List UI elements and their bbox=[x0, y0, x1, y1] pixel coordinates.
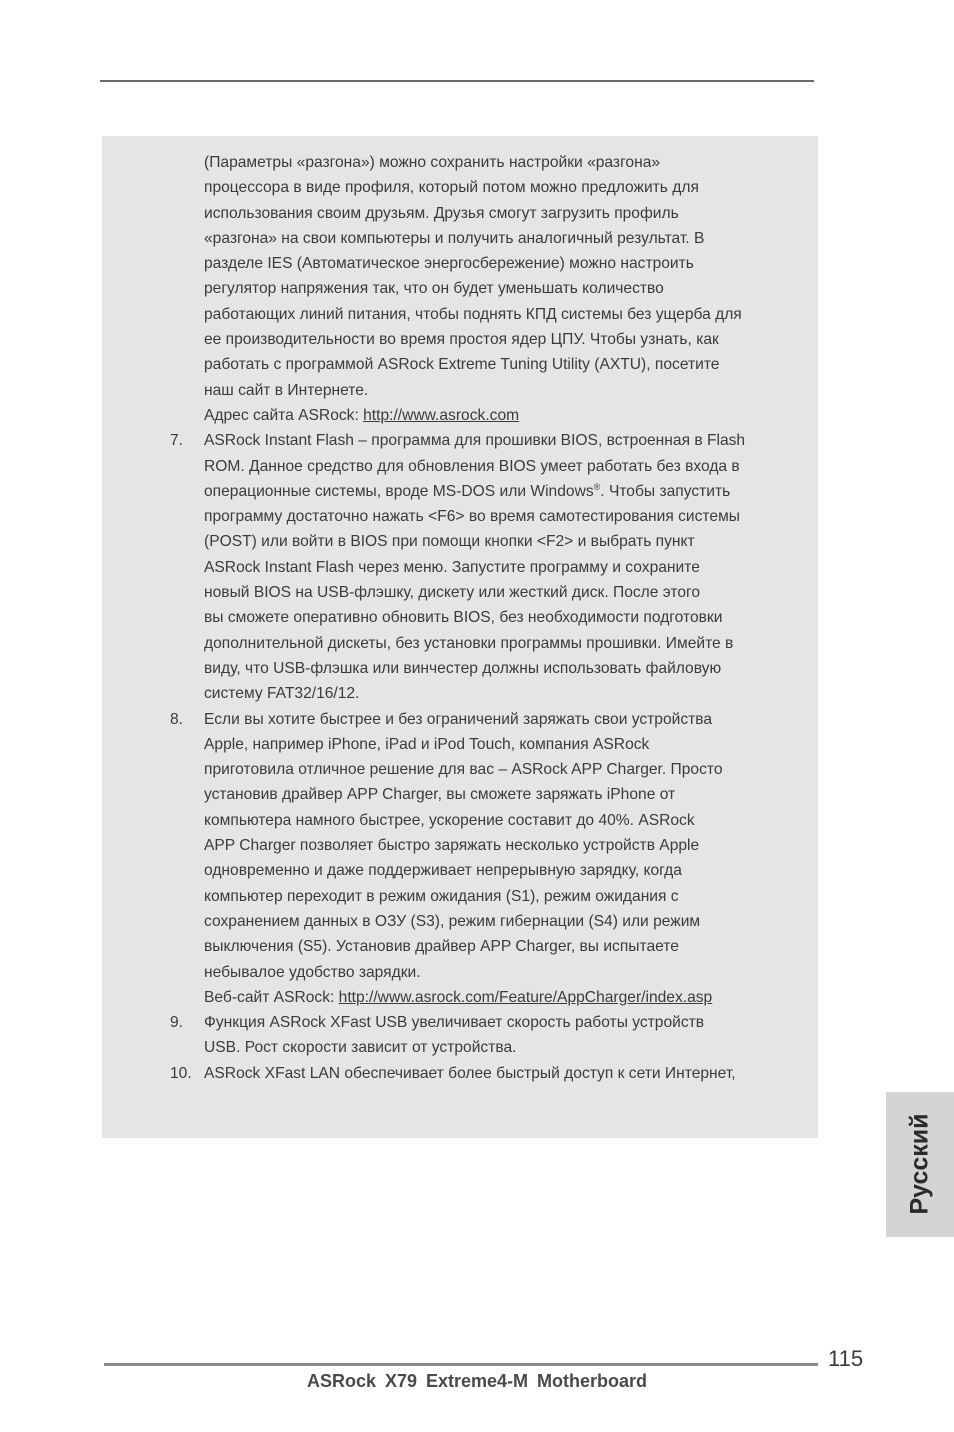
item-line: ROM. Данное средство для обновления BIOS умеет работать без входа в bbox=[204, 457, 740, 475]
intro-paragraph bbox=[102, 150, 818, 428]
item-line: компьютера намного быстрее, ускорение составит до 40%. ASRock bbox=[204, 811, 695, 829]
item-line: одновременно и даже поддерживает непрерывную зарядку, когда bbox=[204, 862, 682, 880]
item-number: 9. bbox=[170, 1014, 184, 1032]
intro-line: разделе IES (Автоматическое энергосбережение) можно настроить bbox=[204, 255, 694, 273]
site-label: Адрес сайта ASRock: bbox=[204, 406, 364, 424]
language-label: Русский bbox=[905, 1113, 934, 1215]
item-line: сохранением данных в ОЗУ (S3), режим гибернации (S4) или режим bbox=[204, 912, 701, 930]
feature-list bbox=[102, 150, 818, 1086]
list-item-8 bbox=[102, 707, 818, 1011]
intro-line: «разгона» на свои компьютеры и получить аналогичный результат. В bbox=[204, 229, 705, 247]
item-line: компьютер переходит в режим ожидания (S1), режим ожидания с bbox=[204, 887, 679, 905]
item-line: дополнительной дискеты, без установки программы прошивки. Имейте в bbox=[204, 634, 734, 652]
item-line: установив драйвер APP Charger, вы сможете заряжать iPhone от bbox=[204, 786, 676, 804]
item-text: операционные системы, вроде MS-DOS или Windows bbox=[204, 482, 594, 500]
language-tab bbox=[886, 1092, 954, 1237]
asrock-site-link[interactable]: http://www.asrock.com bbox=[363, 406, 520, 424]
item-line: Если вы хотите быстрее и без ограничений заряжать свои устройства bbox=[204, 710, 713, 728]
item-line: приготовила отличное решение для вас – ASRock APP Charger. Просто bbox=[204, 761, 723, 779]
item-site-line bbox=[204, 985, 796, 1010]
bottom-rule bbox=[104, 1363, 818, 1366]
item-line: виду, что USB-флэшка или винчестер должны использовать файловую bbox=[204, 659, 722, 677]
item-line: новый BIOS на USB-флэшку, дискету или жесткий диск. После этого bbox=[204, 584, 701, 602]
list-item-9 bbox=[102, 1010, 818, 1061]
item-line: ASRock Instant Flash через меню. Запустите программу и сохраните bbox=[204, 558, 700, 576]
list-item-7 bbox=[102, 428, 818, 706]
intro-line: использования своим друзьям. Друзья смогут загрузить профиль bbox=[204, 204, 679, 222]
item-line: ASRock XFast LAN обеспечивает более быстрый доступ к сети Интернет, bbox=[204, 1064, 736, 1082]
item-number: 8. bbox=[170, 710, 184, 728]
item-line: ASRock Instant Flash – программа для прошивки BIOS, встроенная в Flash bbox=[204, 432, 746, 450]
app-charger-link[interactable]: http://www.asrock.com/Feature/AppCharger/index.asp bbox=[338, 988, 713, 1006]
item-line: вы сможете оперативно обновить BIOS, без необходимости подготовки bbox=[204, 609, 723, 627]
item-line: программу достаточно нажать <F6> во время самотестирования системы bbox=[204, 508, 741, 526]
site-label: Веб-сайт ASRock: bbox=[204, 988, 339, 1006]
top-rule bbox=[100, 80, 814, 82]
item-number: 7. bbox=[170, 432, 184, 450]
registered-mark: ® bbox=[593, 481, 601, 492]
item-text: . Чтобы запустить bbox=[600, 482, 731, 500]
intro-line: ее производительности во время простоя ядер ЦПУ. Чтобы узнать, как bbox=[204, 331, 719, 349]
footer-title: ASRock X79 Extreme4-M Motherboard bbox=[306, 1371, 648, 1391]
item-line: Функция ASRock XFast USB увеличивает скорость работы устройств bbox=[204, 1014, 705, 1032]
item-number: 10. bbox=[170, 1064, 192, 1082]
item-line: Apple, например iPhone, iPad и iPod Touch, компания ASRock bbox=[204, 735, 650, 753]
intro-site-line bbox=[204, 403, 796, 428]
item-line: (POST) или войти в BIOS при помощи кнопки <F2> и выбрать пункт bbox=[204, 533, 695, 551]
item-line: небывалое удобство зарядки. bbox=[204, 963, 421, 981]
item-line: систему FAT32/16/12. bbox=[204, 685, 360, 703]
item-line: выключения (S5). Установив драйвер APP Charger, вы испытаете bbox=[204, 938, 679, 956]
page-number: 115 bbox=[828, 1346, 864, 1371]
item-line bbox=[204, 479, 796, 504]
item-line: APP Charger позволяет быстро заряжать несколько устройств Apple bbox=[204, 837, 700, 855]
intro-line: процессора в виде профиля, который потом можно предложить для bbox=[204, 179, 699, 197]
intro-line: (Параметры «разгона») можно сохранить настройки «разгона» bbox=[204, 154, 661, 171]
intro-line: работать с программой ASRock Extreme Tuning Utility (AXTU), посетите bbox=[204, 356, 720, 374]
intro-line: работающих линий питания, чтобы поднять КПД системы без ущерба для bbox=[204, 305, 742, 323]
content-panel bbox=[102, 136, 818, 1138]
list-item-10 bbox=[102, 1061, 818, 1086]
intro-line: наш сайт в Интернете. bbox=[204, 381, 369, 399]
item-line: USB. Рост скорости зависит от устройства. bbox=[204, 1039, 517, 1057]
intro-line: регулятор напряжения так, что он будет уменьшать количество bbox=[204, 280, 664, 298]
